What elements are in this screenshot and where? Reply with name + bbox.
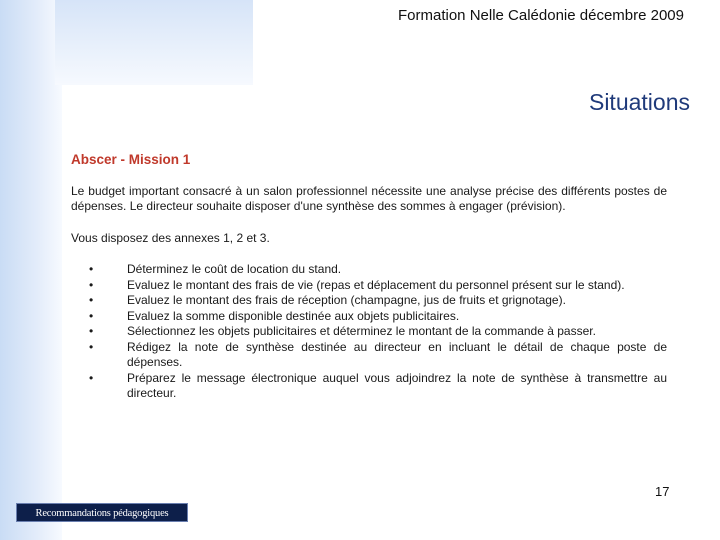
background-gradient-left: [0, 0, 62, 540]
task-text: Préparez le message électronique auquel vous adjoindrez la note de synthèse à transmettre au directeur.: [127, 370, 667, 400]
bullet-icon: •: [89, 370, 94, 385]
list-item: [71, 262, 667, 278]
task-text: Rédigez la note de synthèse destinée au directeur en incluant le détail de chaque poste de dépenses.: [127, 339, 667, 369]
slide-header: Formation Nelle Calédonie décembre 2009: [398, 7, 684, 24]
bullet-icon: •: [89, 324, 94, 338]
task-text: Evaluez le montant des frais de réception (champagne, jus de fruits et grignotage).: [127, 293, 566, 307]
footer-label: Recommandations pédagogiques: [16, 503, 188, 522]
list-item: [71, 340, 667, 371]
mission-content: [71, 152, 667, 402]
background-gradient-top: [55, 0, 253, 85]
mission-title: Abscer - Mission 1: [71, 152, 191, 167]
bullet-icon: •: [89, 339, 94, 354]
slide-title: Situations: [588, 89, 690, 115]
task-list: [71, 262, 667, 402]
task-text: Evaluez la somme disponible destinée aux objets publicitaires.: [127, 308, 460, 323]
bullet-icon: •: [89, 277, 94, 292]
bullet-icon: •: [89, 308, 94, 323]
list-item: [71, 324, 667, 340]
task-text: Sélectionnez les objets publicitaires et déterminez le montant de la commande à passer.: [127, 324, 596, 338]
list-item: [71, 309, 667, 325]
task-text: Déterminez le coût de location du stand.: [127, 262, 342, 276]
list-item: [71, 293, 667, 309]
list-item: [71, 278, 667, 294]
mission-intro: Le budget important consacré à un salon professionnel nécessite une analyse précise des différents postes de dépenses. Le directeur souhaite disposer d'une synthèse des sommes à engager (prévision).: [71, 183, 667, 213]
list-item: [71, 371, 667, 402]
bullet-icon: •: [89, 293, 94, 307]
bullet-icon: •: [89, 262, 94, 276]
mission-annexes: Vous disposez des annexes 1, 2 et 3.: [71, 230, 270, 245]
task-text: Evaluez le montant des frais de vie (repas et déplacement du personnel présent sur le stand).: [127, 277, 625, 292]
page-number: 17: [655, 484, 670, 499]
